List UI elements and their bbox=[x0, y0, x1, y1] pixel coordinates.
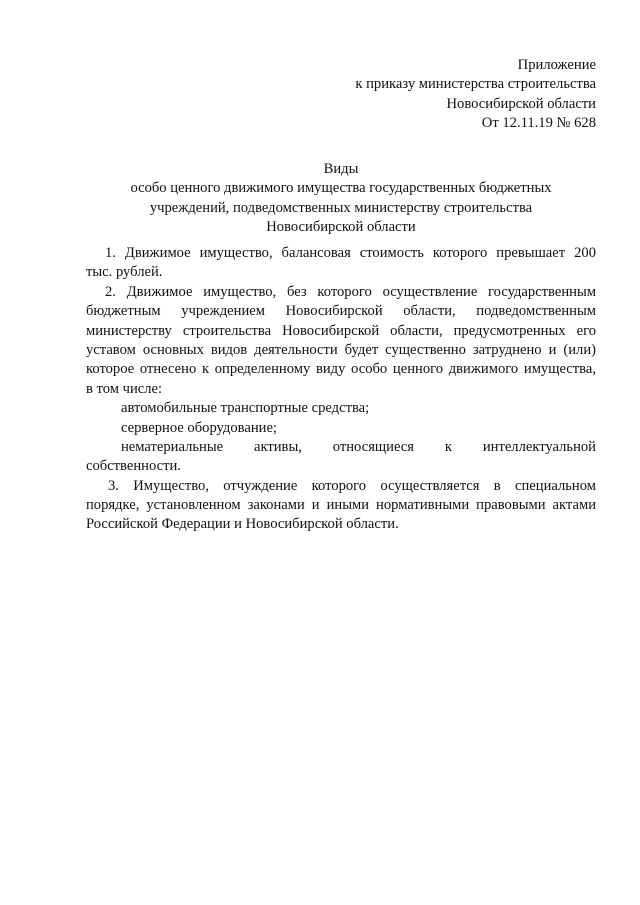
item-2-line-4: уставом основных видов деятельности будет существенно затруднено и (или) bbox=[86, 341, 596, 358]
item-2-line-2: бюджетным учреждением Новосибирской области, подведомственным bbox=[86, 303, 596, 320]
appendix-header bbox=[300, 56, 596, 134]
title-line-4: Новосибирской области bbox=[266, 219, 416, 236]
item-1-line-1: 1. Движимое имущество, балансовая стоимость которого превышает 200 bbox=[105, 245, 596, 261]
item-3-line-3: Российской Федерации и Новосибирской области. bbox=[86, 516, 399, 533]
document-title bbox=[86, 160, 596, 238]
list-item-3 bbox=[86, 477, 596, 535]
item-3-line-1: 3. Имущество, отчуждение которого осуществляется в специальном bbox=[108, 477, 596, 494]
appendix-date-number: От 12.11.19 № 628 bbox=[481, 115, 596, 132]
item-2-sub-3-line-1: нематериальные активы, относящиеся к интеллектуальной bbox=[121, 438, 596, 455]
title-line-1: Виды bbox=[323, 161, 359, 177]
title-line-3: учреждений, подведомственных министерству строительства bbox=[149, 199, 533, 216]
item-2-line-1: 2. Движимое имущество, без которого осуществление государственным bbox=[105, 283, 596, 300]
appendix-order-ref: к приказу министерства строительства bbox=[355, 76, 596, 93]
appendix-label: Приложение bbox=[517, 57, 596, 73]
item-2-sub-2: серверное оборудование; bbox=[121, 419, 277, 436]
item-2-line-3: министерству строительства Новосибирской области, предусмотренных его bbox=[86, 322, 596, 339]
document-body bbox=[86, 244, 596, 535]
item-1-line-2: тыс. рублей. bbox=[86, 264, 163, 281]
list-item-1 bbox=[86, 244, 596, 283]
item-2-sub-3-line-2: собственности. bbox=[86, 458, 181, 475]
item-2-line-5: которое отнесено к определенному виду особо ценного движимого имущества, bbox=[86, 361, 596, 378]
item-2-sub-1: автомобильные транспортные средства; bbox=[121, 400, 370, 417]
title-line-2: особо ценного движимого имущества государственных бюджетных bbox=[130, 180, 552, 197]
list-item-2 bbox=[86, 283, 596, 477]
appendix-region: Новосибирской области bbox=[446, 95, 596, 112]
item-3-line-2: порядке, установленном законами и иными нормативными правовыми актами bbox=[86, 497, 596, 514]
item-2-line-6: в том числе: bbox=[86, 380, 163, 397]
